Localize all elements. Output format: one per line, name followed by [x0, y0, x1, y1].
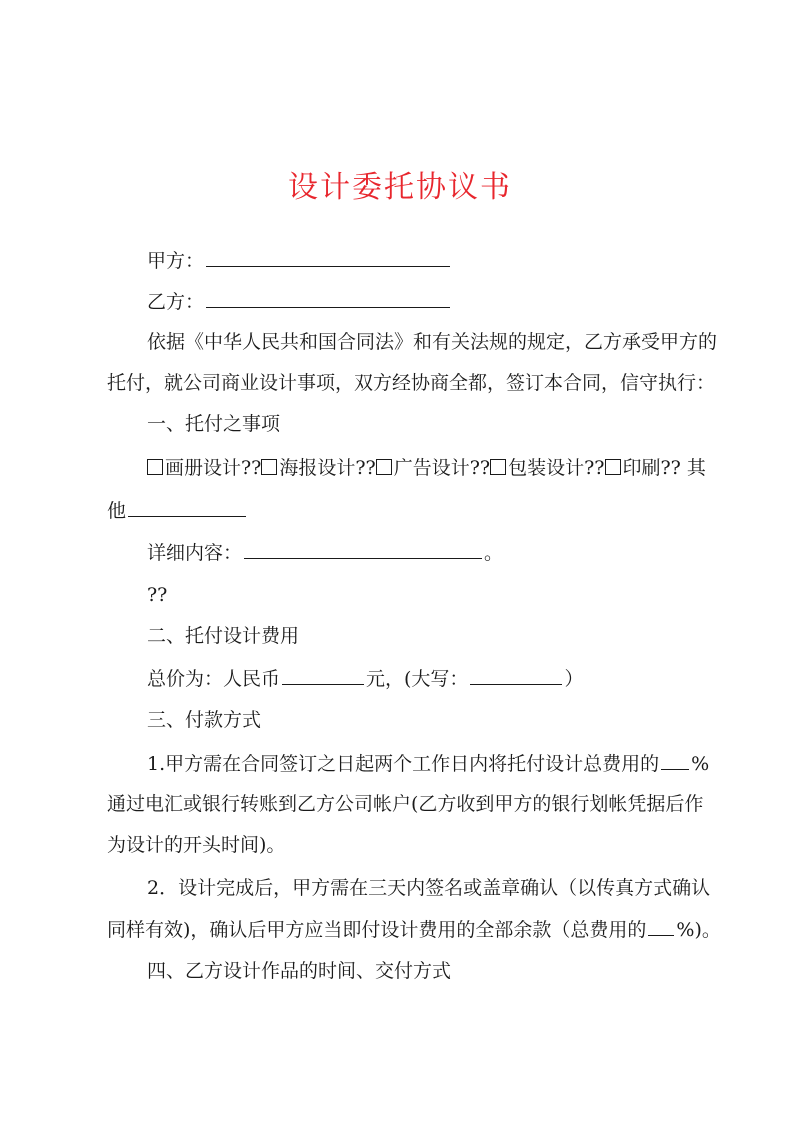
checkbox-icon — [261, 459, 277, 475]
party-a-line — [147, 248, 452, 273]
payment-1-line-3: 为设计的开头时间)。 — [107, 834, 286, 856]
other-line — [107, 498, 248, 523]
option-label: 海报设计?? — [279, 457, 376, 479]
section-4-heading: 四、乙方设计作品的时间、交付方式 — [147, 960, 452, 982]
price-unit: 元，(大写： — [366, 668, 469, 690]
payment-2-percent-blank — [648, 917, 674, 936]
payment-2-line-2 — [107, 917, 721, 942]
payment-1-line-1 — [147, 751, 709, 776]
payment-2-end: %)。 — [676, 919, 721, 941]
percent-sign: % — [691, 753, 710, 775]
price-close: ） — [564, 668, 584, 690]
service-options — [147, 456, 706, 480]
details-label: 详细内容： — [147, 542, 243, 564]
payment-1-line-2: 通过电汇或银行转账到乙方公司帐户(乙方收到甲方的银行划帐凭据后作 — [107, 793, 704, 815]
price-line — [147, 666, 583, 691]
details-end: 。 — [484, 542, 504, 564]
intro-line-1: 依据《中华人民共和国合同法》和有关法规的规定，乙方承受甲方的 — [147, 331, 718, 353]
party-b-blank — [206, 289, 450, 308]
section-3-heading: 三、付款方式 — [147, 709, 262, 731]
stray-marks: ?? — [147, 584, 168, 606]
party-b-label: 乙方： — [147, 291, 205, 313]
option-label: 包装设计?? — [508, 457, 605, 479]
other-label: 他 — [107, 500, 127, 522]
party-b-line — [147, 289, 452, 314]
party-a-blank — [206, 248, 450, 267]
option-label: 画册设计?? — [165, 457, 262, 479]
payment-1-text: 1.甲方需在合同签订之日起两个工作日内将托付设计总费用的 — [147, 753, 660, 775]
checkbox-icon — [147, 459, 163, 475]
option-label: 广告设计?? — [393, 457, 491, 479]
section-1-heading: 一、托付之事项 — [147, 413, 281, 435]
checkbox-icon — [605, 459, 621, 475]
price-amount-blank — [282, 666, 364, 685]
party-a-label: 甲方： — [147, 250, 205, 272]
intro-line-2: 托付，就公司商业设计事项，双方经协商全都，签订本合同，信守执行： — [107, 372, 716, 394]
details-line — [147, 540, 503, 565]
payment-1-percent-blank — [661, 751, 689, 770]
payment-2-text: 同样有效)，确认后甲方应当即付设计费用的全部余款（总费用的 — [107, 919, 647, 941]
payment-2-line-1: 2．设计完成后，甲方需在三天内签名或盖章确认（以传真方式确认 — [147, 877, 711, 899]
details-blank — [244, 540, 482, 559]
price-label: 总价为：人民币 — [147, 668, 281, 690]
checkbox-icon — [376, 459, 392, 475]
section-2-heading: 二、托付设计费用 — [147, 625, 300, 647]
checkbox-icon — [490, 459, 506, 475]
other-blank — [128, 498, 246, 517]
document-title: 设计委托协议书 — [288, 170, 512, 205]
option-label: 印刷?? 其 — [622, 457, 706, 479]
price-words-blank — [470, 666, 562, 685]
